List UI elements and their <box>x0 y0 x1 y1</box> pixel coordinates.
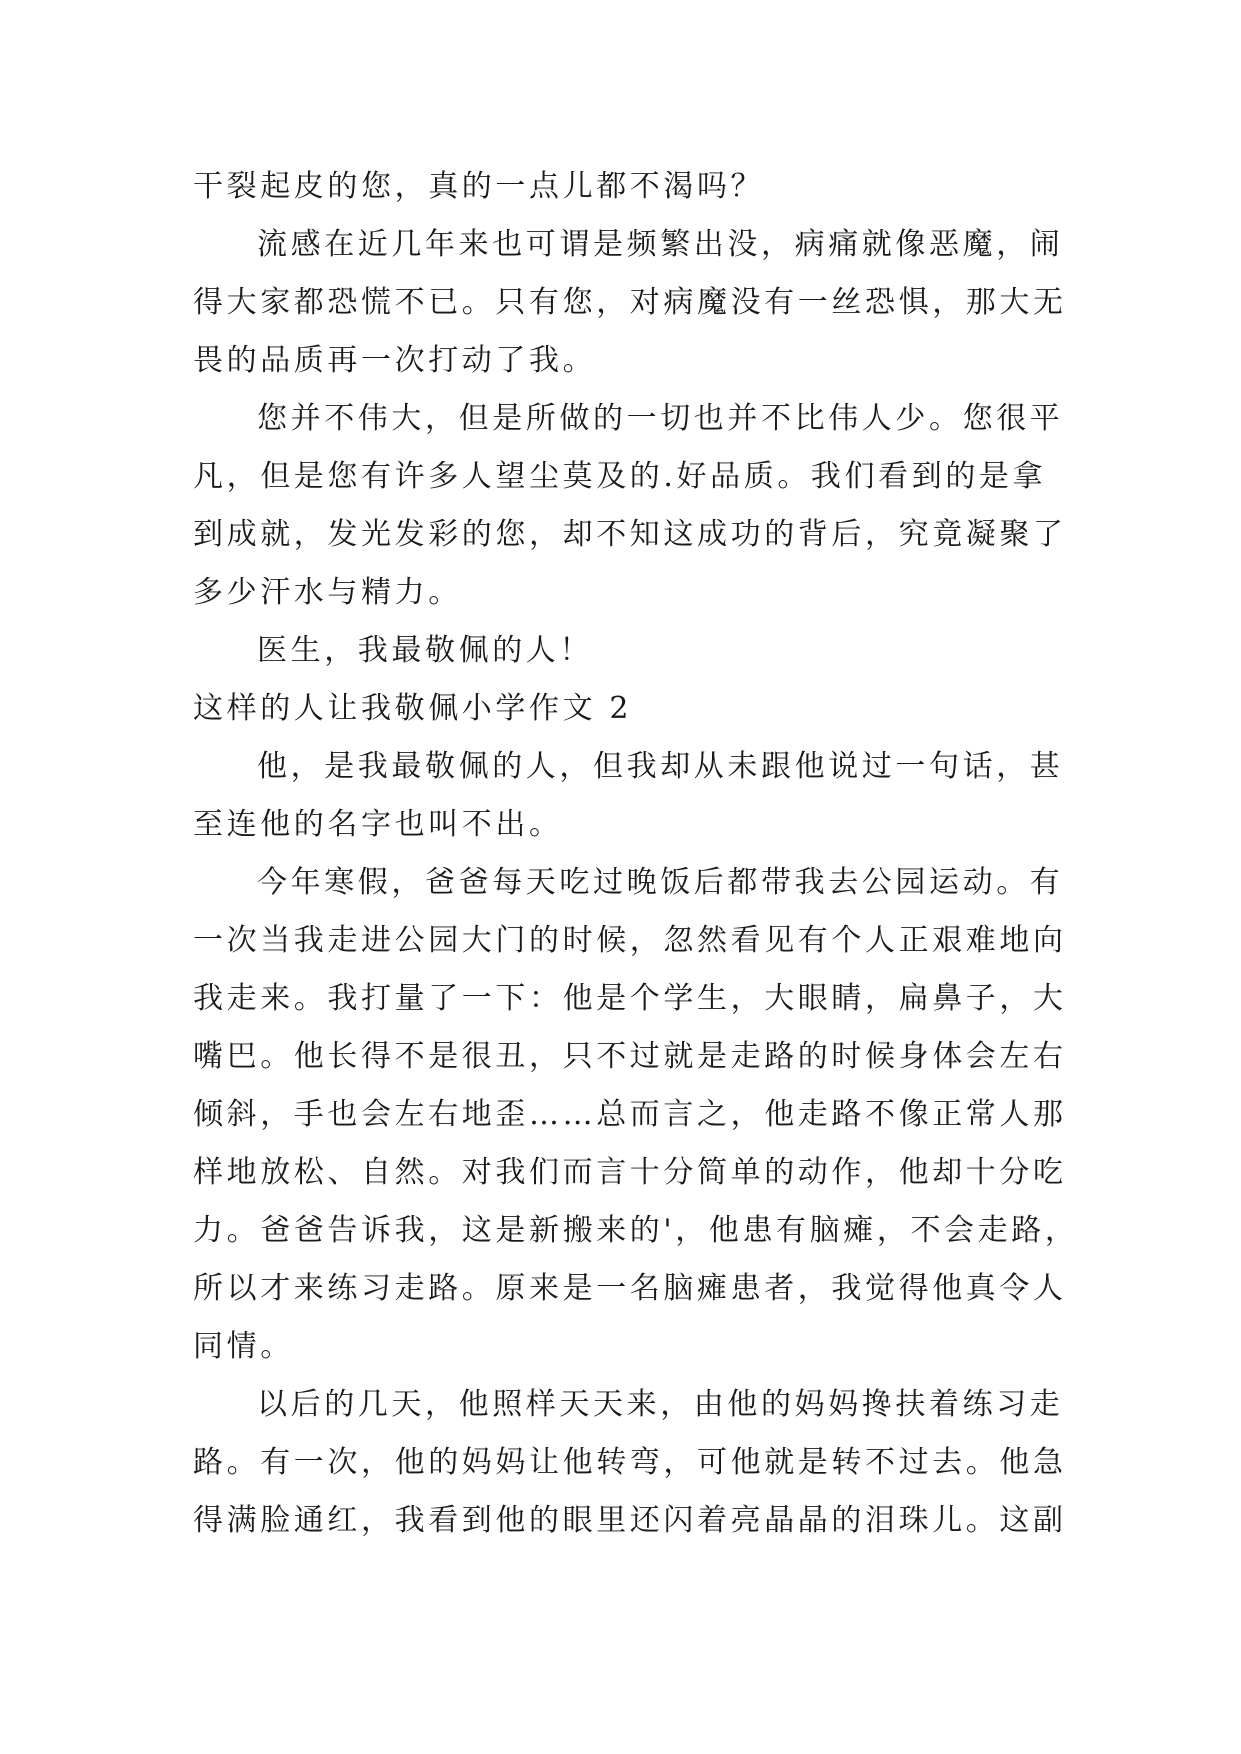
paragraph-line: 今年寒假，爸爸每天吃过晚饭后都带我去公园运动。有 <box>257 865 1064 900</box>
paragraph-line: 我走来。我打量了一下：他是个学生，大眼睛，扁鼻子，大 <box>193 981 1067 1016</box>
paragraph-line: 以后的几天，他照样天天来，由他的妈妈搀扶着练习走 <box>257 1387 1064 1422</box>
paragraph-line: 所以才来练习走路。原来是一名脑瘫患者，我觉得他真令人 <box>193 1271 1067 1306</box>
paragraph-line: 流感在近几年来也可谓是频繁出没，病痛就像恶魔，闹 <box>257 227 1064 262</box>
section-heading: 这样的人让我敬佩小学作文 2 <box>193 691 633 726</box>
paragraph-line: 到成就，发光发彩的您，却不知这成功的背后，究竟凝聚了 <box>193 517 1067 552</box>
paragraph-line: 至连他的名字也叫不出。 <box>193 807 563 842</box>
paragraph-line: 得满脸通红，我看到他的眼里还闪着亮晶晶的泪珠儿。这副 <box>193 1503 1067 1538</box>
paragraph-line: 一次当我走进公园大门的时候，忽然看见有个人正艰难地向 <box>193 923 1067 958</box>
paragraph-line: 凡，但是您有许多人望尘莫及的.好品质。我们看到的是拿 <box>193 459 1047 494</box>
paragraph-line: 他，是我最敬佩的人，但我却从未跟他说过一句话，甚 <box>257 749 1064 784</box>
paragraph-line: 医生，我最敬佩的人！ <box>257 633 593 668</box>
paragraph-line: 您并不伟大，但是所做的一切也并不比伟人少。您很平 <box>257 401 1064 436</box>
paragraph-line: 倾斜，手也会左右地歪……总而言之，他走路不像正常人那 <box>193 1097 1067 1132</box>
paragraph-line: 畏的品质再一次打动了我。 <box>193 343 597 378</box>
paragraph-line: 多少汗水与精力。 <box>193 575 462 610</box>
paragraph-line: 样地放松、自然。对我们而言十分简单的动作，他却十分吃 <box>193 1155 1067 1190</box>
paragraph-line: 同情。 <box>193 1329 294 1364</box>
paragraph-line: 路。有一次，他的妈妈让他转弯，可他就是转不过去。他急 <box>193 1445 1067 1480</box>
document-body <box>193 158 1079 1550</box>
paragraph-line: 得大家都恐慌不已。只有您，对病魔没有一丝恐惧，那大无 <box>193 285 1067 320</box>
paragraph-line: 嘴巴。他长得不是很丑，只不过就是走路的时候身体会左右 <box>193 1039 1067 1074</box>
paragraph-line: 力。爸爸告诉我，这是新搬来的'，他患有脑瘫，不会走路， <box>193 1213 1079 1248</box>
paragraph-line: 干裂起皮的您，真的一点儿都不渴吗？ <box>193 169 765 204</box>
